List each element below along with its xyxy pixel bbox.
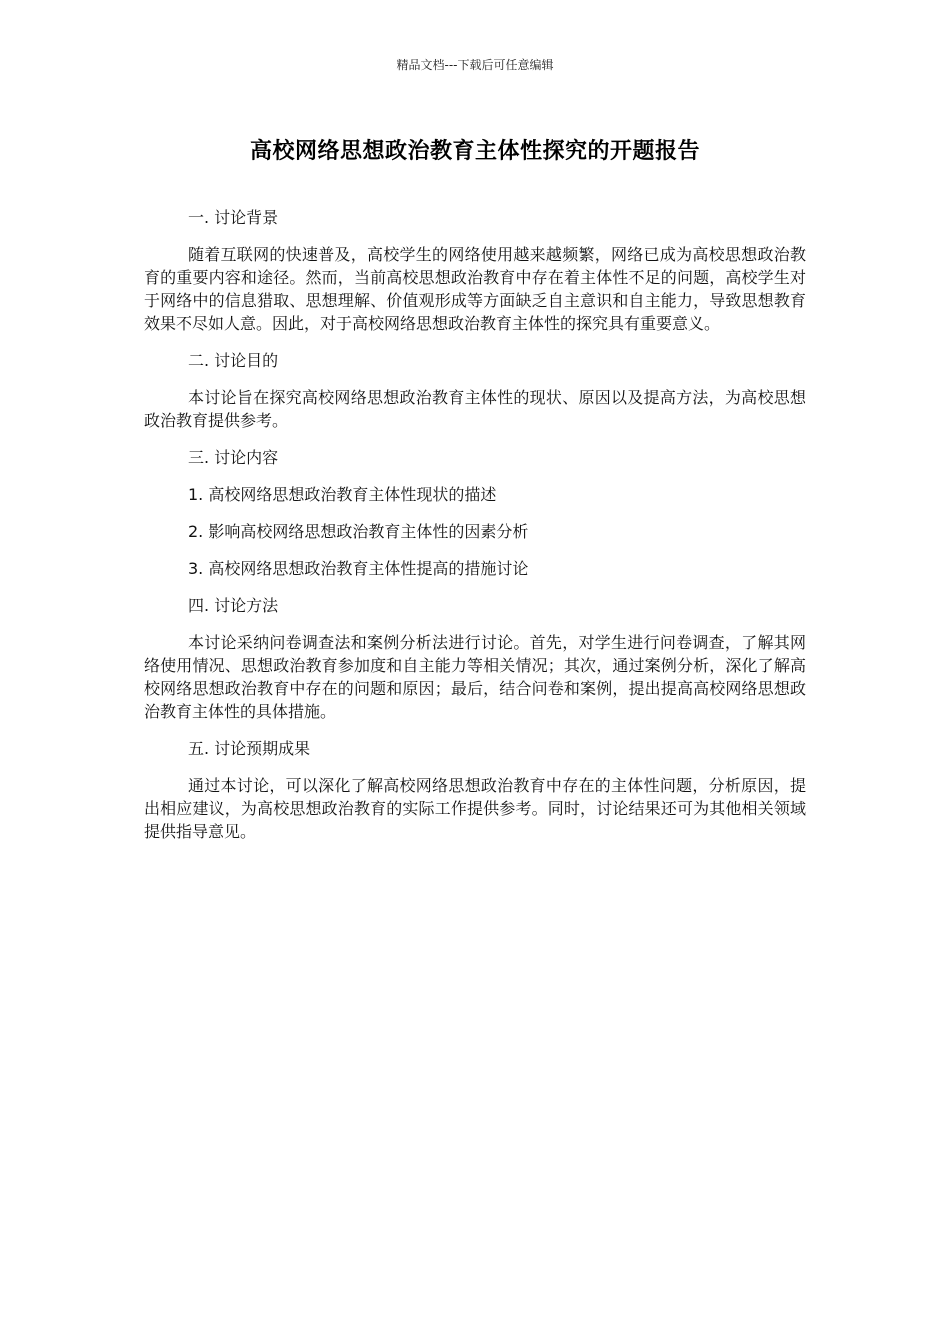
section-paragraph-purpose: 本讨论旨在探究高校网络思想政治教育主体性的现状、原因以及提高方法，为高校思想政治教育提供参考。 bbox=[144, 388, 806, 430]
section-paragraph-background: 随着互联网的快速普及，高校学生的网络使用越来越频繁，网络已成为高校思想政治教育的重要内容和途径。然而，当前高校思想政治教育中存在着主体性不足的问题，高校学生对于网络中的信息猎取、思想理解、价值观形成等方面缺乏自主意识和自主能力，导致思想教育效果不尽如人意。因此，对于高校网络思想政治教育主体性的探究具有重要意义。 bbox=[144, 245, 806, 333]
section-paragraph-outcomes: 通过本讨论，可以深化了解高校网络思想政治教育中存在的主体性问题，分析原因，提出相应建议，为高校思想政治教育的实际工作提供参考。同时，讨论结果还可为其他相关领域提供指导意见。 bbox=[144, 776, 806, 841]
content-list-item: 2. 影响高校网络思想政治教育主体性的因素分析 bbox=[188, 522, 529, 541]
section-heading-purpose: 二. 讨论目的 bbox=[188, 351, 279, 370]
section-heading-method: 四. 讨论方法 bbox=[188, 596, 279, 615]
section-heading-background: 一. 讨论背景 bbox=[188, 208, 279, 227]
section-paragraph-method: 本讨论采纳问卷调查法和案例分析法进行讨论。首先，对学生进行问卷调查，了解其网络使用情况、思想政治教育参加度和自主能力等相关情况；其次，通过案例分析，深化了解高校网络思想政治教育中存在的问题和原因；最后，结合问卷和案例，提出提高高校网络思想政治教育主体性的具体措施。 bbox=[144, 633, 806, 721]
content-list-item: 1. 高校网络思想政治教育主体性现状的描述 bbox=[188, 485, 497, 504]
document-title: 高校网络思想政治教育主体性探究的开题报告 bbox=[249, 139, 700, 164]
document-body bbox=[144, 206, 806, 857]
content-list-item: 3. 高校网络思想政治教育主体性提高的措施讨论 bbox=[188, 559, 529, 578]
page-header: 精品文档---下载后可任意编辑 bbox=[396, 58, 554, 72]
section-heading-outcomes: 五. 讨论预期成果 bbox=[188, 739, 311, 758]
section-heading-content: 三. 讨论内容 bbox=[188, 448, 279, 467]
